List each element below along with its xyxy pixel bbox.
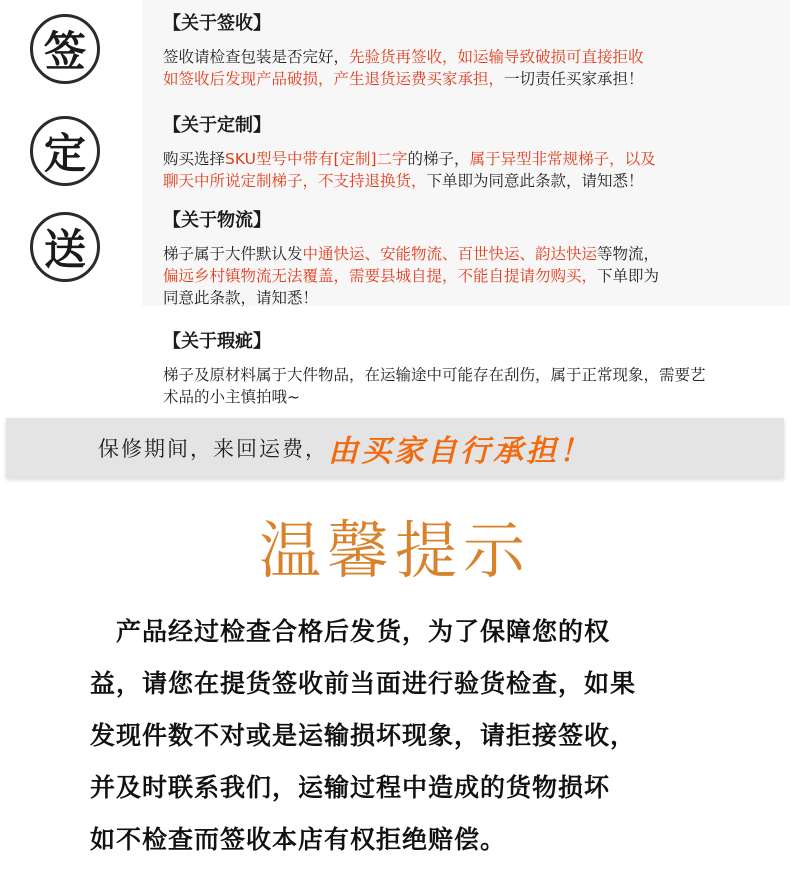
text-span: 一切责任买家承担！	[504, 70, 644, 88]
text-line	[163, 170, 778, 192]
text-span: 签收请检查包装是否完好，	[163, 48, 350, 66]
tips-title: 温馨提示	[258, 514, 531, 587]
seal-char: 签	[43, 27, 86, 76]
text-span-red: 如签收后发现产品破损，产生退货运费买家承担，	[163, 70, 505, 88]
text-span: 梯子属于大件默认发	[163, 245, 303, 263]
seal-char: 送	[43, 225, 86, 274]
section-heading: 【关于签收】	[163, 13, 271, 34]
tips-body	[90, 606, 730, 866]
tips-line: 益，请您在提货签收前当面进行验货检查，如果	[90, 669, 637, 698]
text-span: 的梯子，	[407, 150, 470, 168]
text-line	[163, 243, 778, 265]
section-flaws	[163, 330, 778, 408]
text-span-red: 先验货再签收，如运输导致破损可直接拒收	[349, 48, 644, 66]
text-span-red: 中通快运、安能物流、百世快运、韵达快运	[302, 245, 598, 263]
section-sign	[163, 12, 778, 90]
section-text	[163, 46, 778, 90]
text-line	[163, 386, 778, 408]
section-heading: 【关于瑕疵】	[163, 331, 271, 352]
text-span: 下单即为同意此条款，请知悉！	[426, 172, 644, 190]
text-span: 购买选择	[163, 150, 226, 168]
text-line	[163, 68, 778, 90]
text-line	[163, 265, 778, 287]
tips-line: 发现件数不对或是运输损坏现象，请拒接签收，	[90, 721, 637, 750]
warranty-banner	[6, 418, 784, 478]
delivery-seal-icon	[30, 212, 100, 282]
section-text	[163, 364, 778, 408]
text-line	[163, 46, 778, 68]
text-span-red: 偏远乡村镇物流无法覆盖，需要县城自提，不能自提请勿购买，	[163, 267, 598, 285]
text-span-red: 属于异型非常规梯子，以及	[469, 150, 656, 168]
text-span: 下单即为	[597, 267, 660, 285]
section-heading: 【关于定制】	[163, 115, 271, 136]
section-custom	[163, 114, 778, 192]
seal-char: 定	[43, 129, 86, 178]
section-text	[163, 243, 778, 309]
section-logistics	[163, 209, 778, 309]
text-line	[163, 364, 778, 386]
warranty-highlight: 由买家自行承担！	[328, 434, 592, 469]
section-text	[163, 148, 778, 192]
text-span-red: SKU型号中带有[定制]二字	[225, 150, 408, 168]
text-line	[163, 148, 778, 170]
tips-line: 产品经过检查合格后发货，为了保障您的权	[90, 617, 611, 646]
custom-seal-icon	[30, 116, 100, 186]
tips-line: 并及时联系我们，运输过程中造成的货物损坏	[90, 773, 611, 802]
text-span: 梯子及原材料属于大件物品，在运输途中可能存在刮伤，属于正常现象，需要艺	[163, 366, 706, 384]
text-span: 术品的小主慎拍哦~	[163, 388, 300, 406]
text-span-red: 聊天中所说定制梯子，不支持退换货，	[163, 172, 427, 190]
warranty-text: 保修期间，来回运费，	[98, 437, 328, 461]
section-heading: 【关于物流】	[163, 210, 271, 231]
sign-seal-icon	[30, 14, 100, 84]
text-line	[163, 287, 778, 309]
tips-line: 如不检查而签收本店有权拒绝赔偿。	[90, 825, 507, 854]
text-span: 等物流，	[597, 245, 660, 263]
text-span: 同意此条款，请知悉！	[163, 289, 319, 307]
